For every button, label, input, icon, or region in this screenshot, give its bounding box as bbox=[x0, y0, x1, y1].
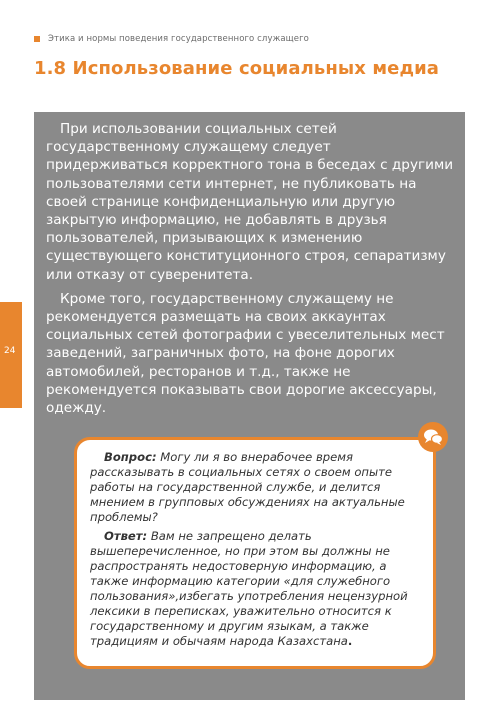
answer-text: Вам не запрещено делать вышеперечисленное, но при этом вы должны не распространять недостоверную информацию, а также информацию категории «для служебного пользования»,избегать употребления нецензурной лексики в переписках, уважительно относится к государственному и другим языкам, а также традициям и обычаям народа Казахстана bbox=[90, 529, 408, 648]
body-paragraph-2: Кроме того, государственному служащему не рекомендуется размещать на своих аккаунтах социальных сетей фотографии с увеселительных мест заведений, заграничных фото, на фоне дорогих автомобилей, ресторанов и т.д., также не рекомендуется показывать свои дорогие аксессуары, одежду. bbox=[46, 290, 445, 417]
header-text: Этика и нормы поведения государственного служащего bbox=[48, 34, 309, 44]
answer-end: . bbox=[347, 634, 353, 648]
section-title: 1.8 Использование социальных медиа bbox=[34, 58, 440, 79]
question-label: Вопрос: bbox=[104, 450, 157, 464]
header-marker-icon bbox=[34, 36, 40, 42]
question-text: Могу ли я во внерабочее время рассказывать в социальных сетях о своем опыте работы на государственной службе, и делится мнением в групповых обсуждениях на актуальные проблемы? bbox=[90, 450, 405, 524]
answer-label: Ответ: bbox=[104, 529, 148, 543]
chat-bubbles-icon bbox=[418, 422, 448, 452]
qa-text bbox=[90, 450, 426, 653]
running-header bbox=[34, 32, 309, 46]
page-number: 24 bbox=[4, 346, 16, 356]
question bbox=[90, 450, 426, 525]
body-paragraph-1: При использовании социальных сетей государственному служащему следует придерживаться корректного тона в беседах с другими пользователями сети интернет, не публиковать на своей странице конфиденциальную или другую закрытую информацию, не добавлять в друзья пользователей, призывающих к изменению существующего конституционного строя, сепаратизму или отказу от суверенитета. bbox=[46, 121, 454, 283]
body-text bbox=[46, 120, 456, 423]
answer bbox=[90, 529, 426, 649]
